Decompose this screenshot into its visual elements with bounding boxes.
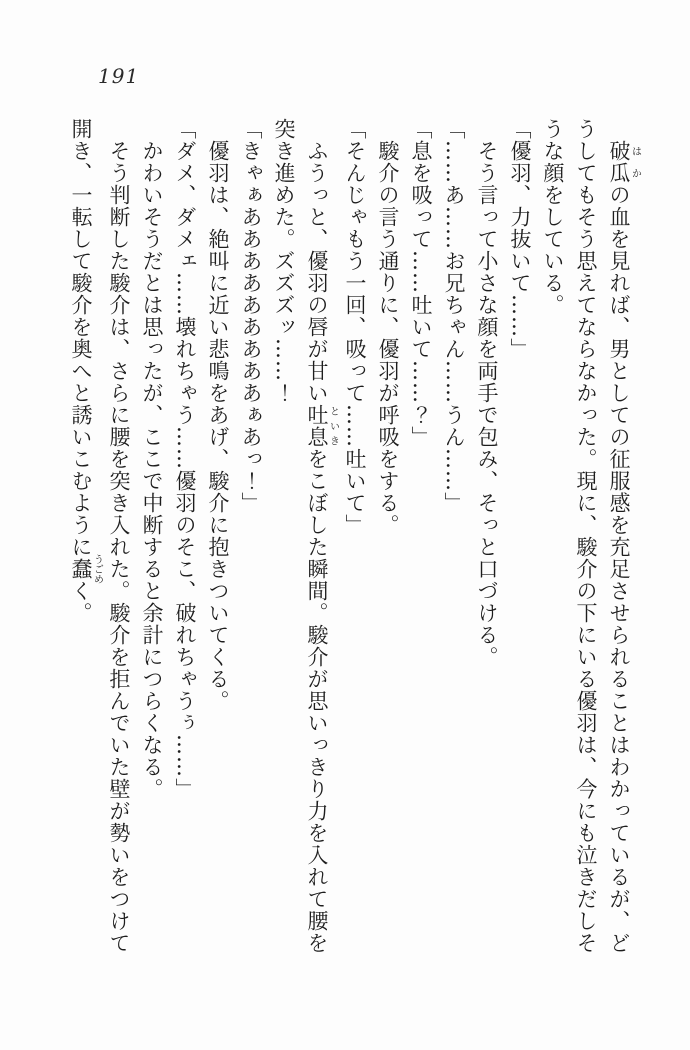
text-column: 「息を吸って……吐いて……？」	[409, 118, 433, 448]
furigana-ruby: 破瓜はか	[607, 140, 641, 184]
text-column: 「きゃぁあああああああああぁあっ！」	[239, 118, 263, 514]
text-column: ふうっと、優羽の唇が甘い吐息といきをこぼした瞬間。駿介が思いっきり力を入れて腰を	[305, 118, 339, 954]
text-column: そう言って小さな顔を両手で包み、そっと口づける。	[475, 118, 499, 668]
text-column: 「ダメ、ダメェ……壊れちゃう……優羽のそこ、破れちゃうぅ……」	[173, 118, 197, 800]
text-column: 「優羽、力抜いて……」	[508, 118, 532, 360]
text-column: 優羽は、絶叫に近い悲鳴をあげ、駿介に抱きついてくる。	[206, 118, 230, 712]
text-column: 突き進めた。ズズズッ……！	[272, 118, 296, 404]
text-column: 「そんじゃもう一回、吸って……吐いて」	[343, 118, 367, 536]
furigana-ruby: 蠢うごめ	[69, 554, 103, 584]
text-column: かわいそうだとは思ったが、ここで中断すると余計につらくなる。	[140, 118, 164, 800]
text-column: うな顔をしている。	[541, 118, 565, 316]
text-column: そう判断した駿介は、さらに腰を突き入れた。駿介を拒んでいた壁が勢いをつけて	[107, 118, 131, 954]
text-column: うしてもそう思えてならなかった。現に、駿介の下にいる優羽は、今にも泣きだしそ	[574, 118, 598, 954]
text-column: 「……あ……お兄ちゃん……うん……」	[442, 118, 466, 514]
vertical-text-block	[64, 118, 640, 958]
text-column: 駿介の言う通りに、優羽が呼吸をする。	[376, 118, 400, 536]
furigana-ruby: 吐息といき	[305, 404, 339, 448]
page-number: 191	[98, 64, 140, 88]
text-column: 開き、一転して駿介を奥へと誘いこむように蠢うごめく。	[69, 118, 103, 624]
text-column: 破瓜はかの血を見れば、男としての征服感を充足させられることはわかっているが、ど	[607, 140, 641, 954]
